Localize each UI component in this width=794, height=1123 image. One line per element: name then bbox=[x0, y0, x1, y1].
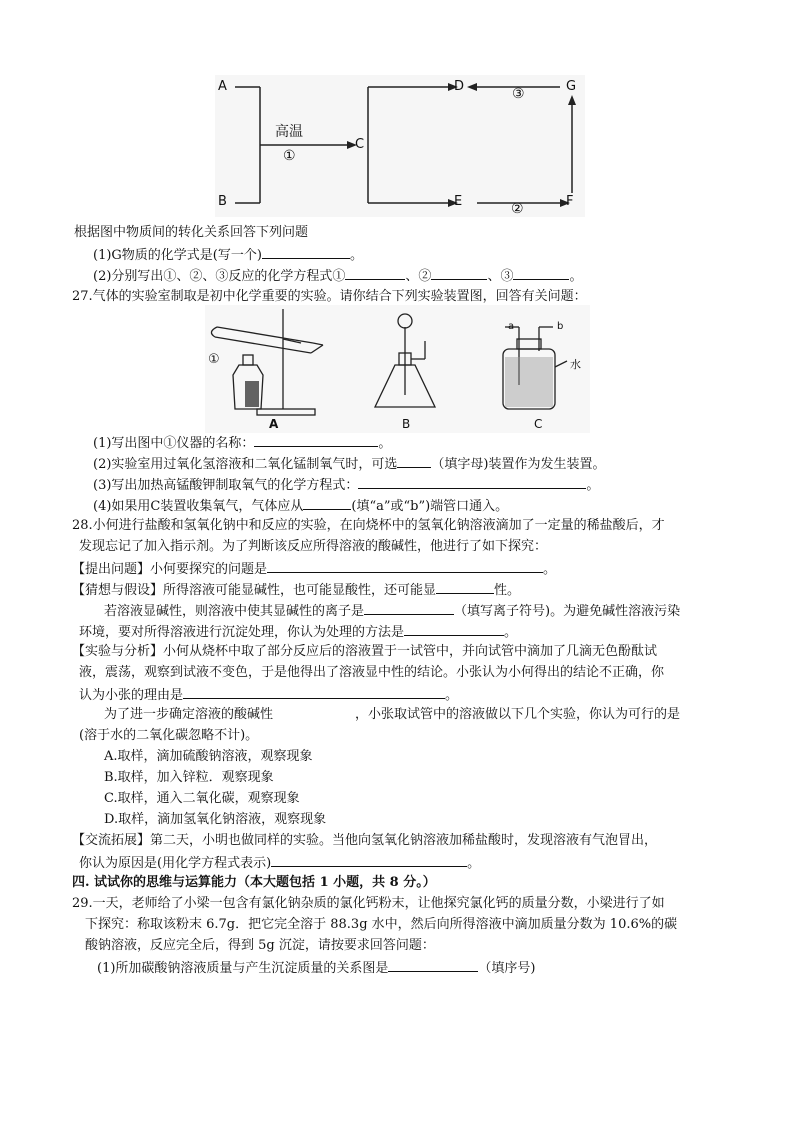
answer-blank[interactable] bbox=[513, 266, 569, 280]
q28-option-c[interactable]: C.取样，通入二氧化碳，观察现象 bbox=[104, 791, 300, 806]
water-label: 水 bbox=[570, 358, 581, 371]
q29-line-3: 酸钠溶液，反应完全后，得到 5g 沉淀，请按要求回答问题： bbox=[85, 938, 435, 953]
answer-blank[interactable] bbox=[436, 580, 494, 594]
answer-blank[interactable] bbox=[397, 454, 431, 468]
q28-stem-1: 28.小何进行盐酸和氢氧化钠中和反应的实验，在向烧杯中的氢氧化钠溶液滴加了一定量的稀盐酸后，才 bbox=[72, 518, 665, 533]
answer-blank[interactable] bbox=[267, 559, 543, 573]
q26-part2: (2)分别写出①、②、③反应的化学方程式① 、② 、③ 。 bbox=[93, 266, 582, 286]
node-e: E bbox=[454, 194, 463, 209]
q27-part4: (4)如果用C装置收集氧气，气体应从 (填“a”或“b”)端管口通入。 bbox=[93, 496, 508, 516]
q28-extension-1: 【交流拓展】第二天，小明也做同样的实验。当他向氢氧化钠溶液加稀盐酸时，发现溶液有气泡冒出， bbox=[72, 833, 658, 848]
node-d: D bbox=[454, 79, 465, 94]
answer-blank[interactable] bbox=[271, 853, 467, 867]
q27-part1: (1)写出图中①仪器的名称： 。 bbox=[93, 433, 391, 453]
answer-blank[interactable] bbox=[364, 601, 454, 615]
q28-alkaline-2: 环境，要对所得溶液进行沉淀处理，你认为处理的方法是 。 bbox=[79, 622, 517, 642]
q28-option-a[interactable]: A.取样，滴加硫酸钠溶液，观察现象 bbox=[104, 749, 313, 764]
q26-intro: 根据图中物质间的转化关系回答下列问题 bbox=[74, 225, 309, 240]
answer-blank[interactable] bbox=[254, 433, 378, 447]
answer-blank[interactable] bbox=[431, 266, 487, 280]
section-4-heading: 四. 试试你的思维与运算能力（本大题包括 1 小题，共 8 分。） bbox=[72, 875, 436, 890]
node-b: B bbox=[218, 194, 227, 209]
apparatus-mark-1: ① bbox=[208, 352, 220, 367]
answer-blank[interactable] bbox=[262, 245, 350, 259]
q26-part1: (1)G物质的化学式是(写一个) 。 bbox=[93, 245, 363, 265]
q28-option-b[interactable]: B.取样，加入锌粒．观察现象 bbox=[104, 770, 274, 785]
q28-question: 【提出问题】小何要探究的问题是 。 bbox=[72, 559, 556, 579]
q28-experiment-1: 【实验与分析】小何从烧杯中取了部分反应后的溶液置于一试管中，并向试管中滴加了几滴无色酚酞试 bbox=[72, 644, 658, 659]
q29-line-2: 下探究：称取该粉末 6.7g．把它完全溶于 88.3g 水中，然后向所得溶液中滴加质量分数为 10.6%的碳 bbox=[85, 917, 678, 932]
reaction-label-1: ① bbox=[283, 148, 296, 164]
apparatus-label-b: B bbox=[402, 417, 411, 431]
q29-line-1: 29.一天，老师给了小梁一包含有氯化钠杂质的氯化钙粉末，让他探究氯化钙的质量分数，小梁进行了如 bbox=[72, 896, 665, 911]
tube-end-b: b bbox=[557, 321, 564, 332]
q28-extension-2: 你认为原因是(用化学方程式表示) 。 bbox=[79, 853, 480, 873]
q28-stem-2: 发现忘记了加入指示剂。为了判断该反应所得溶液的酸碱性，他进行了如下探究： bbox=[79, 539, 548, 554]
reaction-label-2: ② bbox=[511, 201, 524, 217]
node-f: F bbox=[566, 194, 574, 209]
reaction-flow-diagram bbox=[215, 75, 585, 217]
answer-blank[interactable] bbox=[358, 475, 586, 489]
node-a: A bbox=[218, 79, 227, 94]
tube-end-a: a bbox=[508, 321, 515, 332]
answer-blank[interactable] bbox=[303, 496, 351, 510]
q28-experiment-2: 液，震荡，观察到试液不变色，于是他得出了溶液显中性的结论。小张认为小何得出的结论不正确，你 bbox=[79, 665, 665, 680]
answer-blank[interactable] bbox=[183, 685, 445, 699]
q28-experiment-3: 认为小张的理由是 。 bbox=[79, 685, 458, 705]
q28-hypothesis: 【猜想与假设】所得溶液可能显碱性，也可能显酸性，还可能显 性。 bbox=[72, 580, 520, 600]
answer-blank[interactable] bbox=[388, 958, 478, 972]
answer-blank[interactable] bbox=[404, 622, 504, 636]
node-c: C bbox=[355, 137, 365, 152]
q28-alkaline-1: 若溶液显碱性，则溶液中使其显碱性的离子是 （填写离子符号)。为避免碱性溶液污染 bbox=[104, 601, 680, 621]
lab-apparatus-figure bbox=[205, 305, 590, 433]
q27-part3: (3)写出加热高锰酸钾制取氧气的化学方程式： 。 bbox=[93, 475, 599, 495]
apparatus-label-a: A bbox=[269, 417, 279, 431]
q28-further-2: (溶于水的二氧化碳忽略不计)。 bbox=[79, 728, 259, 743]
q27-stem: 27.气体的实验室制取是初中化学重要的实验。请你结合下列实验装置图，回答有关问题： bbox=[72, 289, 587, 304]
answer-blank[interactable] bbox=[345, 266, 405, 280]
condition-high-temp: 高温 bbox=[275, 124, 303, 140]
q29-part1: (1)所加碳酸钠溶液质量与产生沉淀质量的关系图是 （填序号) bbox=[97, 958, 536, 978]
node-g: G bbox=[566, 79, 577, 94]
apparatus-label-c: C bbox=[534, 417, 543, 431]
q28-option-d[interactable]: D.取样，滴加氢氧化钠溶液，观察现象 bbox=[104, 812, 327, 827]
reaction-label-3: ③ bbox=[512, 86, 525, 102]
q28-further-1: 为了进一步确定溶液的酸碱性 ，小张取试管中的溶液做以下几个实验，你认为可行的是 bbox=[104, 707, 681, 722]
q27-part2: (2)实验室用过氧化氢溶液和二氧化锰制氧气时，可选 （填字母)装置作为发生装置。 bbox=[93, 454, 606, 474]
